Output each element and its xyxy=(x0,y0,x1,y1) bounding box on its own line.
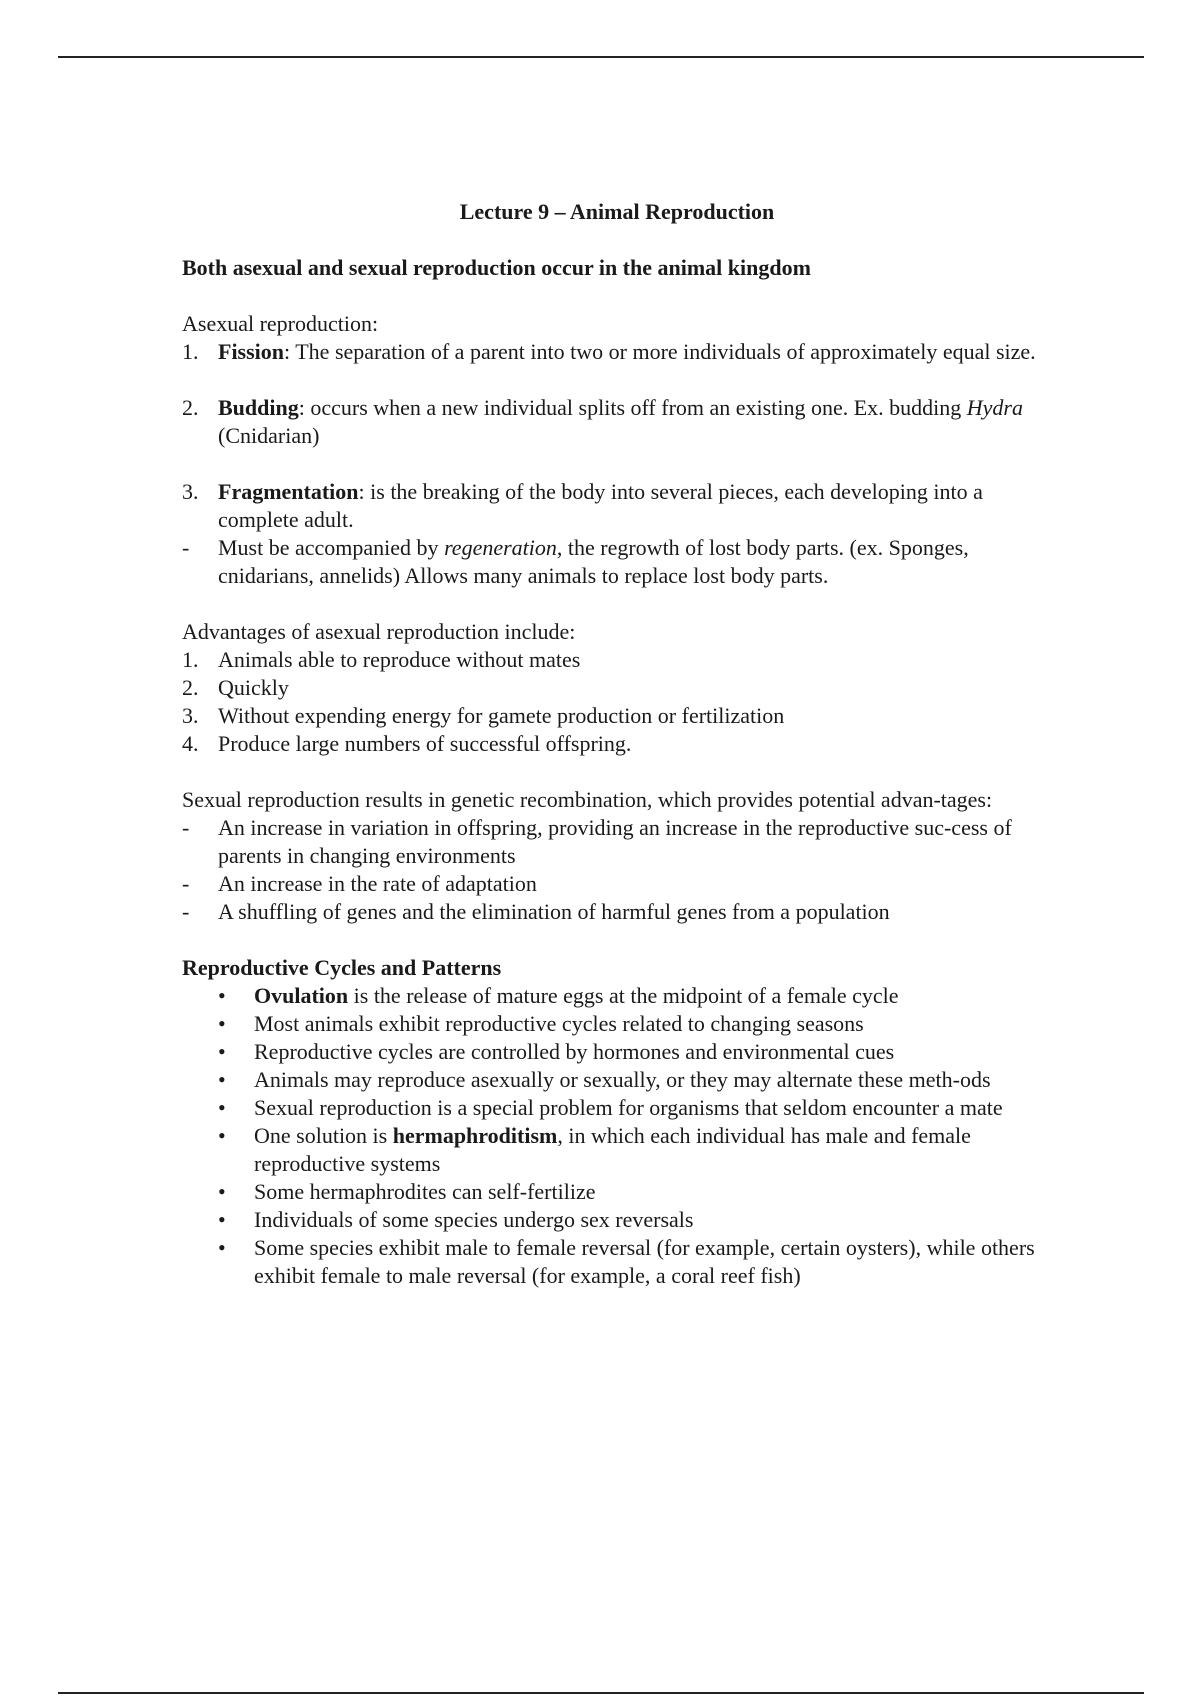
sexual-advantage-text: A shuffling of genes and the elimination of harmful genes from a population xyxy=(218,899,890,924)
advantage-item xyxy=(182,646,1052,674)
sexual-intro: Sexual reproduction results in genetic recombination, which provides potential advan-tages: xyxy=(182,787,993,812)
dash-marker: - xyxy=(182,535,190,560)
bullet-marker: • xyxy=(218,983,226,1008)
dash-marker: - xyxy=(182,815,190,840)
dash-marker: - xyxy=(182,871,190,896)
term-fragmentation: Fragmentation xyxy=(218,479,359,504)
list-number: 1. xyxy=(182,339,199,364)
advantage-item xyxy=(182,674,1052,702)
asexual-intro: Asexual reproduction: xyxy=(182,311,379,336)
bullet-text: , in which each individual has male and female reproductive systems xyxy=(254,1123,971,1176)
bullet-text: Some hermaphrodites can self-fertilize xyxy=(254,1179,596,1204)
sexual-advantage-text: An increase in the rate of adaptation xyxy=(218,871,537,896)
cycles-bullet-list xyxy=(182,982,1052,1290)
bullet-item xyxy=(218,982,1052,1010)
advantages-intro: Advantages of asexual reproduction include: xyxy=(182,619,576,644)
definition-fragmentation: : is the breaking of the body into several pieces, each developing into a complete adult. xyxy=(218,479,983,532)
top-rule xyxy=(58,56,1144,58)
bullet-item xyxy=(218,1094,1052,1122)
bullet-marker: • xyxy=(218,1123,226,1148)
definition-budding-after: (Cnidarian) xyxy=(218,423,320,448)
list-item-fragmentation xyxy=(182,478,1052,534)
regeneration-text-after: , the regrowth of lost body parts. (ex. Sponges, cnidarians, annelids) Allows many animals to replace lost body parts. xyxy=(218,535,969,588)
bullet-marker: • xyxy=(218,1179,226,1204)
advantage-text: Animals able to reproduce without mates xyxy=(218,647,581,672)
list-item-fission xyxy=(182,338,1052,366)
advantage-text: Without expending energy for gamete production or fertilization xyxy=(218,703,785,728)
bullet-text: is the release of mature eggs at the midpoint of a female cycle xyxy=(348,983,899,1008)
advantage-item xyxy=(182,702,1052,730)
bullet-item xyxy=(218,1234,1052,1290)
bullet-item xyxy=(218,1206,1052,1234)
bullet-marker: • xyxy=(218,1235,226,1260)
bullet-item xyxy=(218,1122,1052,1178)
list-item-budding xyxy=(182,394,1052,450)
sexual-advantage-item xyxy=(182,898,1052,926)
bullet-item xyxy=(218,1038,1052,1066)
bullet-item xyxy=(218,1066,1052,1094)
bullet-item xyxy=(218,1178,1052,1206)
advantage-item xyxy=(182,730,1052,758)
list-number: 3. xyxy=(182,479,199,504)
advantage-text: Produce large numbers of successful offspring. xyxy=(218,731,632,756)
list-number: 4. xyxy=(182,731,199,756)
page-title: Lecture 9 – Animal Reproduction xyxy=(459,199,775,224)
section-heading-cycles: Reproductive Cycles and Patterns xyxy=(182,955,502,980)
list-number: 2. xyxy=(182,395,199,420)
term-ovulation: Ovulation xyxy=(254,983,349,1008)
regeneration-text-before: Must be accompanied by xyxy=(218,535,445,560)
bullet-text-before: One solution is xyxy=(254,1123,393,1148)
bullet-marker: • xyxy=(218,1011,226,1036)
bullet-text: Most animals exhibit reproductive cycles related to changing seasons xyxy=(254,1011,864,1036)
definition-fission: : The separation of a parent into two or more individuals of approximately equal size. xyxy=(284,339,1036,364)
advantage-text: Quickly xyxy=(218,675,289,700)
bullet-text: Sexual reproduction is a special problem for organisms that seldom encounter a mate xyxy=(254,1095,1003,1120)
bullet-marker: • xyxy=(218,1039,226,1064)
bullet-marker: • xyxy=(218,1067,226,1092)
bullet-text: Some species exhibit male to female reversal (for example, certain oysters), while others exhibit female to male reversal (for example, a coral reef fish) xyxy=(254,1235,1035,1288)
dash-marker: - xyxy=(182,899,190,924)
term-regeneration: regeneration xyxy=(444,535,557,560)
sexual-advantage-item xyxy=(182,870,1052,898)
sexual-advantage-text: An increase in variation in offspring, providing an increase in the reproductive suc-cess of parents in changing environments xyxy=(218,815,1012,868)
list-number: 2. xyxy=(182,675,199,700)
bullet-marker: • xyxy=(218,1095,226,1120)
bullet-text: Animals may reproduce asexually or sexually, or they may alternate these meth-ods xyxy=(254,1067,991,1092)
term-budding: Budding xyxy=(218,395,299,420)
regeneration-note xyxy=(182,534,1052,590)
species-hydra: Hydra xyxy=(966,395,1023,420)
bullet-item xyxy=(218,1010,1052,1038)
term-fission: Fission xyxy=(218,339,285,364)
sexual-advantage-item xyxy=(182,814,1052,870)
bullet-marker: • xyxy=(218,1207,226,1232)
definition-budding: : occurs when a new individual splits off from an existing one. Ex. budding xyxy=(298,395,967,420)
term-hermaphroditism: hermaphroditism xyxy=(392,1123,558,1148)
bottom-rule xyxy=(58,1692,1144,1694)
list-number: 1. xyxy=(182,647,199,672)
list-number: 3. xyxy=(182,703,199,728)
section-heading-reproduction: Both asexual and sexual reproduction occur in the animal kingdom xyxy=(182,255,811,280)
document-body xyxy=(182,198,1052,1290)
bullet-text: Individuals of some species undergo sex reversals xyxy=(254,1207,694,1232)
bullet-text: Reproductive cycles are controlled by hormones and environmental cues xyxy=(254,1039,895,1064)
